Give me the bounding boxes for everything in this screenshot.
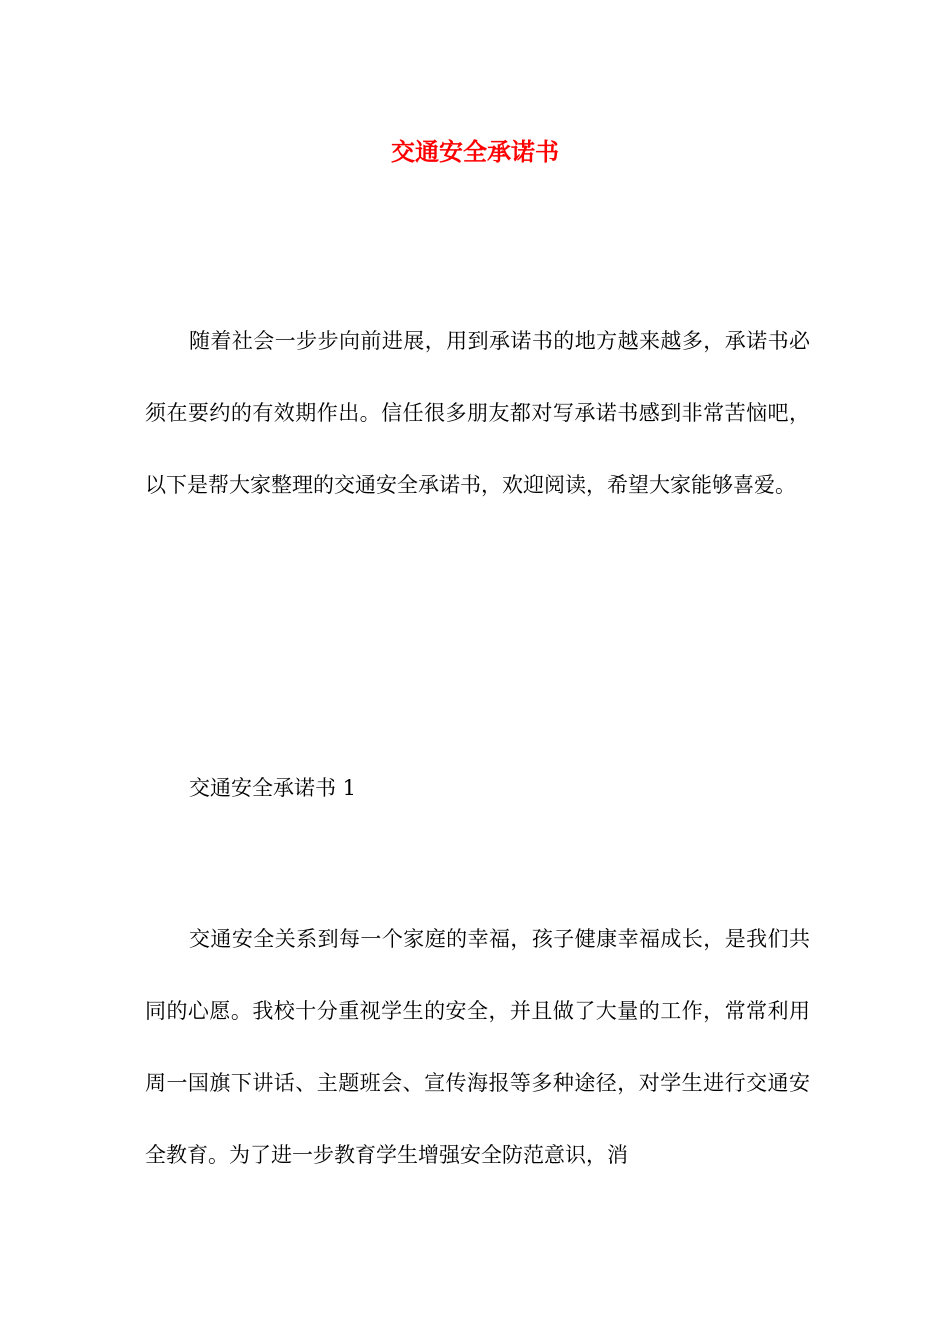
body-paragraph: 交通安全关系到每一个家庭的幸福，孩子健康幸福成长，是我们共同的心愿。我校十分重视学生的安全，并且做了大量的工作，常常利用周一国旗下讲话、主题班会、宣传海报等多种途径，对学生进行交通安全教育。为了进一步教育学生增强安全防范意识，消 bbox=[145, 927, 810, 1167]
document-title: 交通安全承诺书 bbox=[391, 137, 559, 166]
section-heading: 交通安全承诺书 1 bbox=[189, 776, 357, 800]
intro-paragraph: 随着社会一步步向前进展，用到承诺书的地方越来越多，承诺书必须在要约的有效期作出。信任很多朋友都对写承诺书感到非常苦恼吧，以下是帮大家整理的交通安全承诺书，欢迎阅读，希望大家能够喜爱。 bbox=[145, 329, 810, 497]
